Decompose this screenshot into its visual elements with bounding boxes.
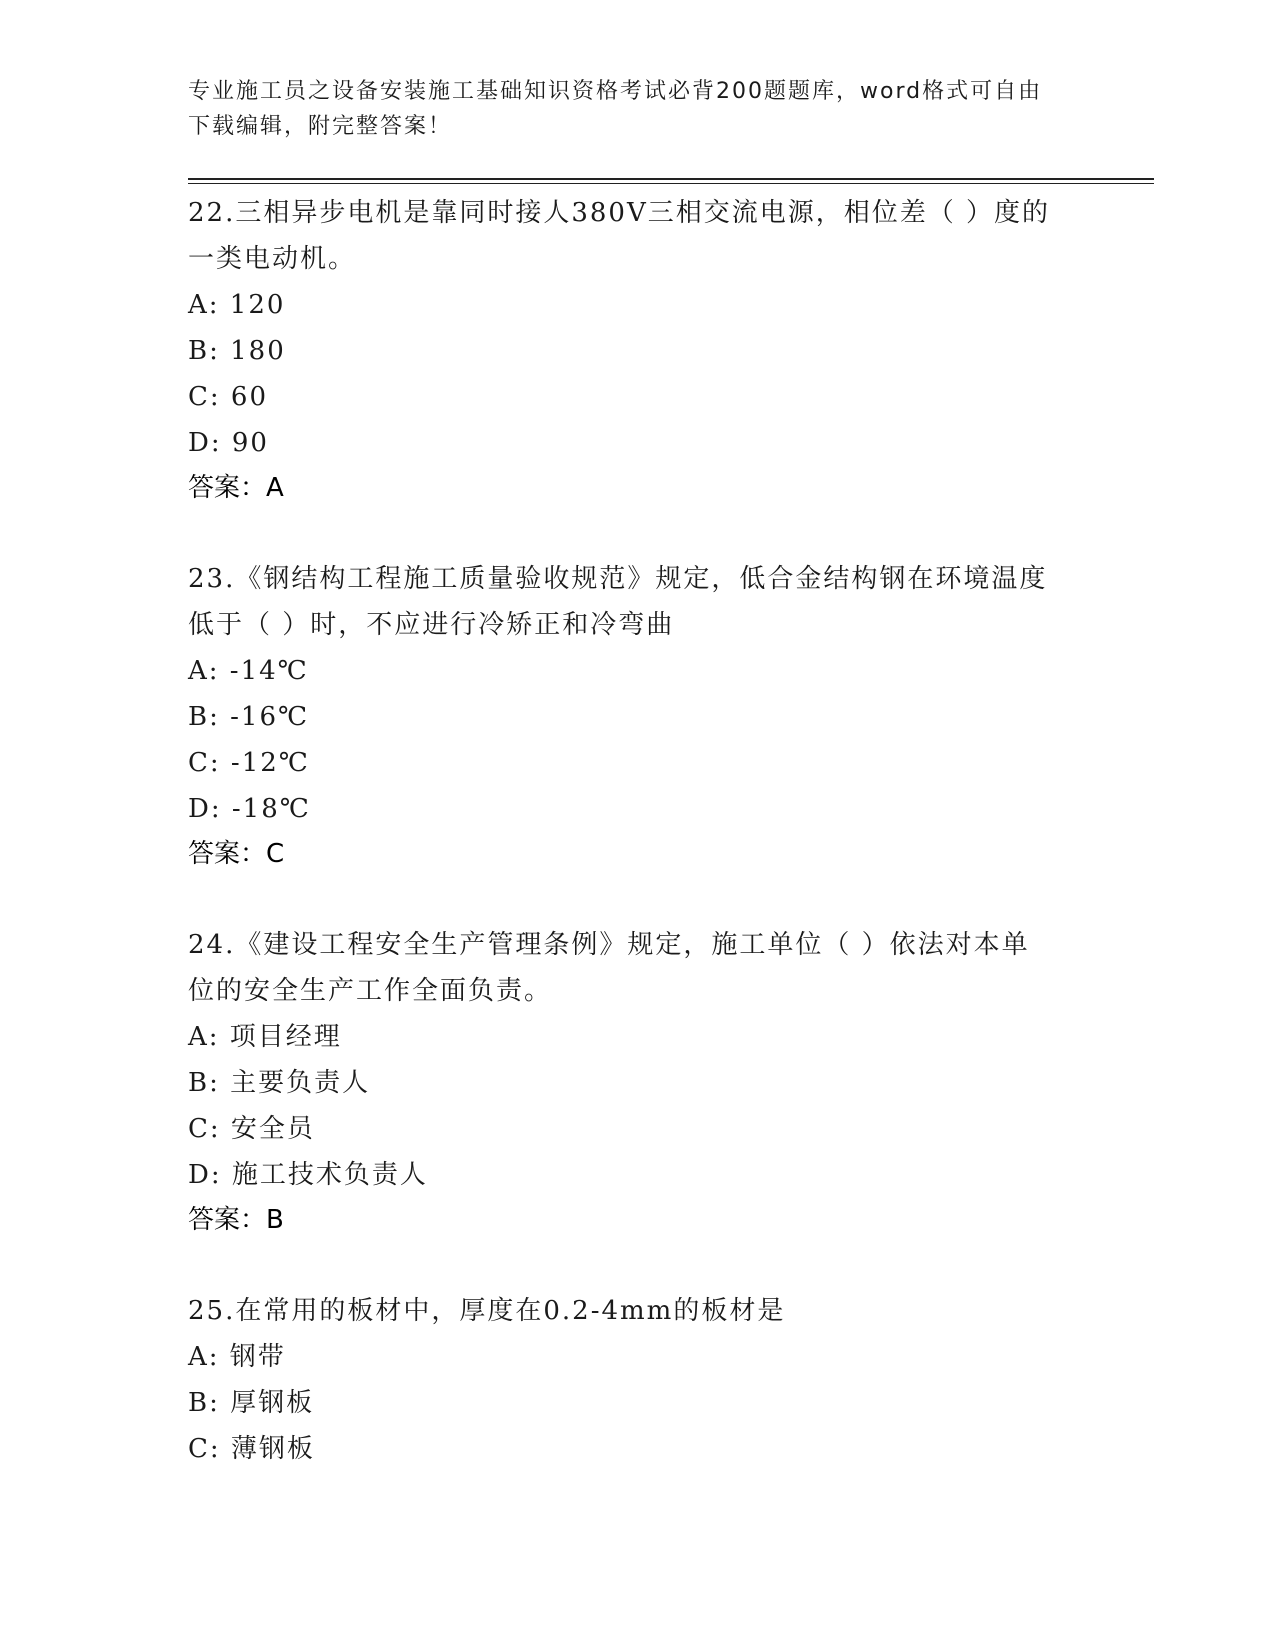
question-line-2: 位的安全生产工作全面负责。	[188, 976, 553, 1006]
header-divider-thin	[188, 183, 1154, 184]
question-line-1: 23.《钢结构工程施工质量验收规范》规定，低合金结构钢在环境温度	[188, 564, 1048, 594]
option-c: C: 薄钢板	[188, 1434, 315, 1464]
header-title-line-1: 专业施工员之设备安装施工基础知识资格考试必背200题题库，word格式可自由	[188, 79, 1043, 104]
answer: 答案：A	[188, 473, 284, 503]
option-d: D: 施工技术负责人	[188, 1160, 428, 1190]
option-b: B: 主要负责人	[188, 1068, 371, 1098]
option-c: C: 60	[188, 382, 269, 412]
answer: 答案：B	[188, 1205, 284, 1235]
question-22	[188, 190, 1088, 510]
option-a: A: 项目经理	[188, 1022, 342, 1052]
option-a: A: -14℃	[188, 656, 309, 686]
question-text	[188, 1288, 1088, 1334]
question-line-1: 22.三相异步电机是靠同时接人380V三相交流电源，相位差（ ）度的	[188, 198, 1051, 228]
header-divider-thick	[188, 178, 1154, 180]
question-23	[188, 556, 1088, 876]
question-24	[188, 922, 1088, 1242]
option-c: C: 安全员	[188, 1114, 315, 1144]
option-a: A: 钢带	[188, 1342, 286, 1372]
question-25	[188, 1288, 1088, 1472]
question-text	[188, 190, 1088, 282]
answer: 答案：C	[188, 839, 285, 869]
header-title-line-2: 下载编辑，附完整答案！	[188, 114, 453, 139]
option-c: C: -12℃	[188, 748, 310, 778]
document-header	[188, 74, 1068, 144]
question-line-1: 24.《建设工程安全生产管理条例》规定，施工单位（ ）依法对本单	[188, 930, 1030, 960]
option-a: A: 120	[188, 290, 286, 320]
option-b: B: 180	[188, 336, 286, 366]
question-text	[188, 556, 1088, 648]
option-d: D: 90	[188, 428, 269, 458]
option-d: D: -18℃	[188, 794, 311, 824]
option-b: B: 厚钢板	[188, 1388, 315, 1418]
question-list	[188, 190, 1088, 1518]
question-line-2: 低于（ ）时，不应进行冷矫正和冷弯曲	[188, 610, 675, 640]
option-b: B: -16℃	[188, 702, 310, 732]
question-text	[188, 922, 1088, 1014]
question-line-1: 25.在常用的板材中，厚度在0.2-4mm的板材是	[188, 1296, 786, 1326]
question-line-2: 一类电动机。	[188, 244, 357, 274]
